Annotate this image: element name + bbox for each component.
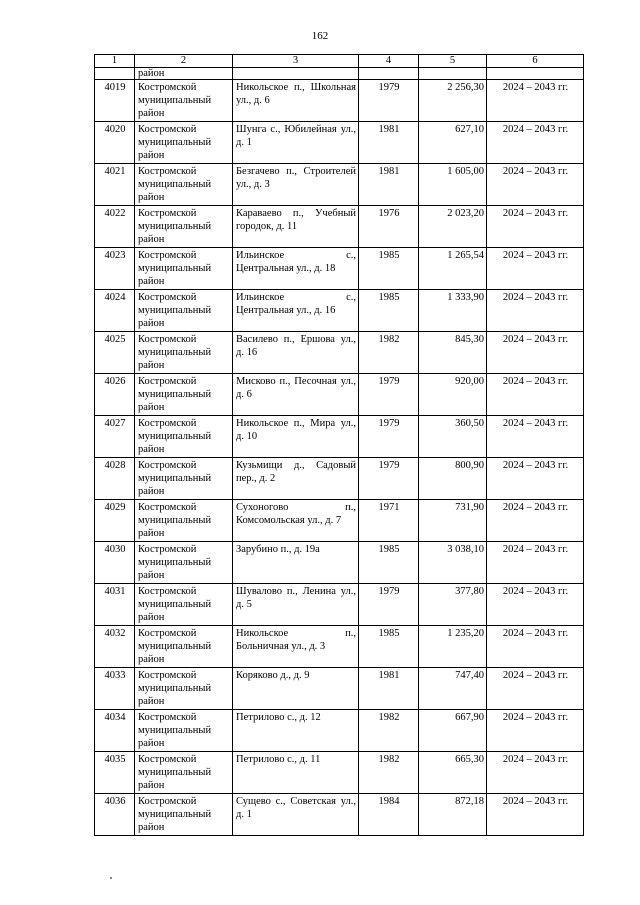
cell-year: 1985 [359,542,419,584]
cell-num: 4035 [95,752,135,794]
cell-address [233,68,359,80]
cell-year: 1979 [359,80,419,122]
cell-num: 4031 [95,584,135,626]
cell-address: Мисково п., Песочная ул., д. 6 [233,374,359,416]
cell-num: 4022 [95,206,135,248]
cell-num: 4023 [95,248,135,290]
cell-district: Костромской муниципальный район [135,416,233,458]
table-row [95,500,584,542]
header-cell: 5 [419,55,487,68]
cell-address: Шувалово п., Ленина ул., д. 5 [233,584,359,626]
table-row [95,584,584,626]
cell-area: 800,90 [419,458,487,500]
cell-area: 2 023,20 [419,206,487,248]
cell-address: Кузьмищи д., Садовый пер., д. 2 [233,458,359,500]
cell-address: Сухоногово п., Комсомольская ул., д. 7 [233,500,359,542]
cell-num: 4026 [95,374,135,416]
cell-area: 845,30 [419,332,487,374]
cell-district: Костромской муниципальный район [135,80,233,122]
cell-period: 2024 – 2043 гг. [487,206,584,248]
table-row [95,374,584,416]
table-row [95,626,584,668]
cell-period: 2024 – 2043 гг. [487,80,584,122]
cell-year: 1979 [359,374,419,416]
header-cell: 2 [135,55,233,68]
cell-area: 627,10 [419,122,487,164]
cell-area: 1 605,00 [419,164,487,206]
cell-year: 1976 [359,206,419,248]
cell-period: 2024 – 2043 гг. [487,458,584,500]
cell-period: 2024 – 2043 гг. [487,416,584,458]
cell-district: Костромской муниципальный район [135,500,233,542]
table-row [95,668,584,710]
cell-period: 2024 – 2043 гг. [487,500,584,542]
cell-num: 4027 [95,416,135,458]
cell-area: 377,80 [419,584,487,626]
cell-district: Костромской муниципальный район [135,206,233,248]
cell-address: Караваево п., Учебный городок, д. 11 [233,206,359,248]
cell-address: Василево п., Ершова ул., д. 16 [233,332,359,374]
cell-area: 920,00 [419,374,487,416]
cell-area: 2 256,30 [419,80,487,122]
cell-area: 872,18 [419,794,487,836]
cell-num: 4020 [95,122,135,164]
cell-year: 1981 [359,668,419,710]
cell-num: 4036 [95,794,135,836]
page-number: 162 [311,30,329,42]
cell-area: 360,50 [419,416,487,458]
table-row [95,248,584,290]
cell-num: 4021 [95,164,135,206]
cell-num [95,68,135,80]
cell-address: Никольское п., Больничная ул., д. 3 [233,626,359,668]
cell-period [487,68,584,80]
cell-district: Костромской муниципальный район [135,668,233,710]
cell-district: Костромской муниципальный район [135,584,233,626]
cell-num: 4019 [95,80,135,122]
cell-address: Зарубино п., д. 19а [233,542,359,584]
cell-address: Никольское п., Мира ул., д. 10 [233,416,359,458]
table-row [95,794,584,836]
cell-address: Петрилово с., д. 11 [233,752,359,794]
table-row [95,752,584,794]
cell-year: 1984 [359,794,419,836]
cell-district: Костромской муниципальный район [135,164,233,206]
cell-area: 1 235,20 [419,626,487,668]
header-cell: 4 [359,55,419,68]
cell-district: Костромской муниципальный район [135,458,233,500]
cell-year: 1985 [359,626,419,668]
table-row [95,122,584,164]
cell-year: 1985 [359,290,419,332]
cell-area: 1 333,90 [419,290,487,332]
cell-year: 1979 [359,416,419,458]
cell-area: 3 038,10 [419,542,487,584]
cell-area: 667,90 [419,710,487,752]
cell-period: 2024 – 2043 гг. [487,248,584,290]
cell-district: Костромской муниципальный район [135,248,233,290]
cell-year: 1985 [359,248,419,290]
table-row [95,164,584,206]
table-row [95,290,584,332]
cell-period: 2024 – 2043 гг. [487,290,584,332]
cell-area: 731,90 [419,500,487,542]
cell-address: Безгачево п., Строителей ул., д. 3 [233,164,359,206]
table-row [95,206,584,248]
table-row [95,332,584,374]
cell-address: Шунга с., Юбилейная ул., д. 1 [233,122,359,164]
cell-district: Костромской муниципальный район [135,752,233,794]
table-row [95,458,584,500]
cell-period: 2024 – 2043 гг. [487,626,584,668]
continuation-row [95,68,584,80]
cell-year: 1979 [359,458,419,500]
cell-period: 2024 – 2043 гг. [487,332,584,374]
cell-year: 1982 [359,752,419,794]
cell-period: 2024 – 2043 гг. [487,122,584,164]
cell-num: 4029 [95,500,135,542]
scan-speck [110,877,112,879]
cell-district: Костромской муниципальный район [135,332,233,374]
table-row [95,710,584,752]
cell-address: Ильинское с., Центральная ул., д. 18 [233,248,359,290]
cell-year: 1982 [359,332,419,374]
cell-num: 4034 [95,710,135,752]
cell-address: Ильинское с., Центральная ул., д. 16 [233,290,359,332]
cell-num: 4030 [95,542,135,584]
cell-num: 4032 [95,626,135,668]
cell-year [359,68,419,80]
header-row [95,55,584,68]
cell-district: Костромской муниципальный район [135,542,233,584]
table-row [95,80,584,122]
cell-period: 2024 – 2043 гг. [487,668,584,710]
cell-period: 2024 – 2043 гг. [487,164,584,206]
table-row [95,416,584,458]
cell-district: Костромской муниципальный район [135,290,233,332]
cell-district: район [135,68,233,80]
cell-district: Костромской муниципальный район [135,374,233,416]
cell-address: Петрилово с., д. 12 [233,710,359,752]
table-row [95,542,584,584]
cell-period: 2024 – 2043 гг. [487,794,584,836]
cell-district: Костромской муниципальный район [135,710,233,752]
header-cell: 1 [95,55,135,68]
cell-year: 1971 [359,500,419,542]
cell-district: Костромской муниципальный район [135,626,233,668]
header-cell: 3 [233,55,359,68]
cell-period: 2024 – 2043 гг. [487,710,584,752]
register-table [94,54,584,836]
cell-num: 4024 [95,290,135,332]
cell-year: 1981 [359,164,419,206]
cell-num: 4025 [95,332,135,374]
cell-year: 1981 [359,122,419,164]
cell-address: Коряково д., д. 9 [233,668,359,710]
cell-num: 4033 [95,668,135,710]
cell-period: 2024 – 2043 гг. [487,374,584,416]
cell-period: 2024 – 2043 гг. [487,752,584,794]
cell-address: Сущево с., Советская ул., д. 1 [233,794,359,836]
cell-address: Никольское п., Школьная ул., д. 6 [233,80,359,122]
cell-district: Костромской муниципальный район [135,122,233,164]
cell-district: Костромской муниципальный район [135,794,233,836]
cell-num: 4028 [95,458,135,500]
cell-year: 1979 [359,584,419,626]
cell-area: 1 265,54 [419,248,487,290]
cell-area: 747,40 [419,668,487,710]
cell-area: 665,30 [419,752,487,794]
cell-period: 2024 – 2043 гг. [487,584,584,626]
cell-year: 1982 [359,710,419,752]
cell-period: 2024 – 2043 гг. [487,542,584,584]
cell-area [419,68,487,80]
header-cell: 6 [487,55,584,68]
